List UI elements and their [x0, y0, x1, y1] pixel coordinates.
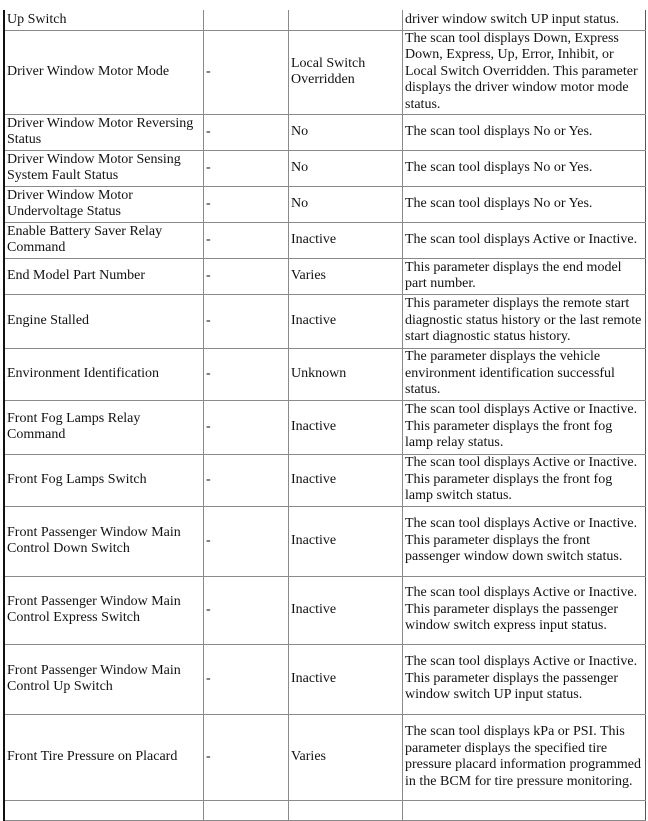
parameter-description: The scan tool displays Active or Inactive. This parameter displays the front fog lamp switch status. — [403, 454, 646, 506]
parameter-name: Engine Stalled — [4, 294, 204, 348]
table-row — [4, 30, 646, 114]
table-row — [4, 222, 646, 258]
parameter-description: This parameter displays the remote start diagnostic status history or the last remote start diagnostic status history. — [403, 294, 646, 348]
parameter-description: The scan tool displays No or Yes. — [403, 186, 646, 222]
parameter-units: - — [204, 348, 289, 400]
parameter-description: The scan tool displays Active or Inactive. This parameter displays the passenger window switch express input status. — [403, 576, 646, 644]
parameter-description — [403, 800, 646, 820]
parameter-value: Varies — [289, 714, 403, 800]
parameter-value: Inactive — [289, 454, 403, 506]
table-row — [4, 400, 646, 454]
parameter-description: The scan tool displays Active or Inactive. This parameter displays the front fog lamp relay status. — [403, 400, 646, 454]
table-row — [4, 150, 646, 186]
parameter-units: - — [204, 258, 289, 294]
parameter-name: Front Tire Pressure on Placard — [4, 714, 204, 800]
parameter-value: Local Switch Overridden — [289, 30, 403, 114]
parameter-units: - — [204, 576, 289, 644]
parameter-name: Front Passenger Window Main Control Up Switch — [4, 644, 204, 714]
parameter-units: - — [204, 454, 289, 506]
parameter-name: Driver Window Motor Mode — [4, 30, 204, 114]
parameter-description: The parameter displays the vehicle environment identification successful status. — [403, 348, 646, 400]
parameter-name: Front Fog Lamps Relay Command — [4, 400, 204, 454]
parameter-units: - — [204, 186, 289, 222]
parameter-units: - — [204, 714, 289, 800]
parameter-value — [289, 10, 403, 30]
table-row — [4, 644, 646, 714]
parameter-value: Inactive — [289, 644, 403, 714]
parameter-name: Driver Window Motor Sensing System Fault Status — [4, 150, 204, 186]
parameter-units — [204, 10, 289, 30]
parameter-value: No — [289, 186, 403, 222]
parameter-description: The scan tool displays Active or Inactive. This parameter displays the front passenger window down switch status. — [403, 506, 646, 576]
table-row — [4, 186, 646, 222]
parameter-value: Varies — [289, 258, 403, 294]
parameter-units: - — [204, 506, 289, 576]
table-body — [4, 10, 646, 820]
parameter-name: Driver Window Motor Reversing Status — [4, 114, 204, 150]
parameter-description: The scan tool displays Down, Express Down, Express, Up, Error, Inhibit, or Local Switch Overridden. This parameter displays the driver window motor mode status. — [403, 30, 646, 114]
parameter-name: Up Switch — [4, 10, 204, 30]
table-row — [4, 258, 646, 294]
parameter-units: - — [204, 400, 289, 454]
table-row — [4, 576, 646, 644]
parameter-table — [3, 10, 646, 821]
parameter-value: No — [289, 114, 403, 150]
table-row — [4, 10, 646, 30]
table-row — [4, 114, 646, 150]
table-row — [4, 454, 646, 506]
parameter-value: No — [289, 150, 403, 186]
parameter-value: Inactive — [289, 400, 403, 454]
parameter-description: This parameter displays the end model part number. — [403, 258, 646, 294]
parameter-description: The scan tool displays No or Yes. — [403, 114, 646, 150]
parameter-units: - — [204, 294, 289, 348]
parameter-description: The scan tool displays Active or Inactive. — [403, 222, 646, 258]
parameter-value: Inactive — [289, 294, 403, 348]
parameter-name: Driver Window Motor Undervoltage Status — [4, 186, 204, 222]
parameter-units: - — [204, 150, 289, 186]
table-row — [4, 800, 646, 820]
parameter-value: Inactive — [289, 576, 403, 644]
parameter-name: Front Passenger Window Main Control Down Switch — [4, 506, 204, 576]
parameter-units — [204, 800, 289, 820]
parameter-name: Environment Identification — [4, 348, 204, 400]
parameter-value: Unknown — [289, 348, 403, 400]
table-row — [4, 506, 646, 576]
parameter-value: Inactive — [289, 506, 403, 576]
table-row — [4, 294, 646, 348]
parameter-units: - — [204, 222, 289, 258]
parameter-units: - — [204, 30, 289, 114]
parameter-name: End Model Part Number — [4, 258, 204, 294]
parameter-value: Inactive — [289, 222, 403, 258]
parameter-units: - — [204, 114, 289, 150]
parameter-description: The scan tool displays Active or Inactive. This parameter displays the passenger window switch UP input status. — [403, 644, 646, 714]
parameter-description: The scan tool displays No or Yes. — [403, 150, 646, 186]
parameter-name — [4, 800, 204, 820]
parameter-name: Front Fog Lamps Switch — [4, 454, 204, 506]
table-row — [4, 348, 646, 400]
parameter-description: driver window switch UP input status. — [403, 10, 646, 30]
parameter-name: Enable Battery Saver Relay Command — [4, 222, 204, 258]
parameter-units: - — [204, 644, 289, 714]
table-row — [4, 714, 646, 800]
parameter-name: Front Passenger Window Main Control Express Switch — [4, 576, 204, 644]
parameter-description: The scan tool displays kPa or PSI. This parameter displays the specified tire pressure placard information programmed in the BCM for tire pressure monitoring. — [403, 714, 646, 800]
parameter-value — [289, 800, 403, 820]
